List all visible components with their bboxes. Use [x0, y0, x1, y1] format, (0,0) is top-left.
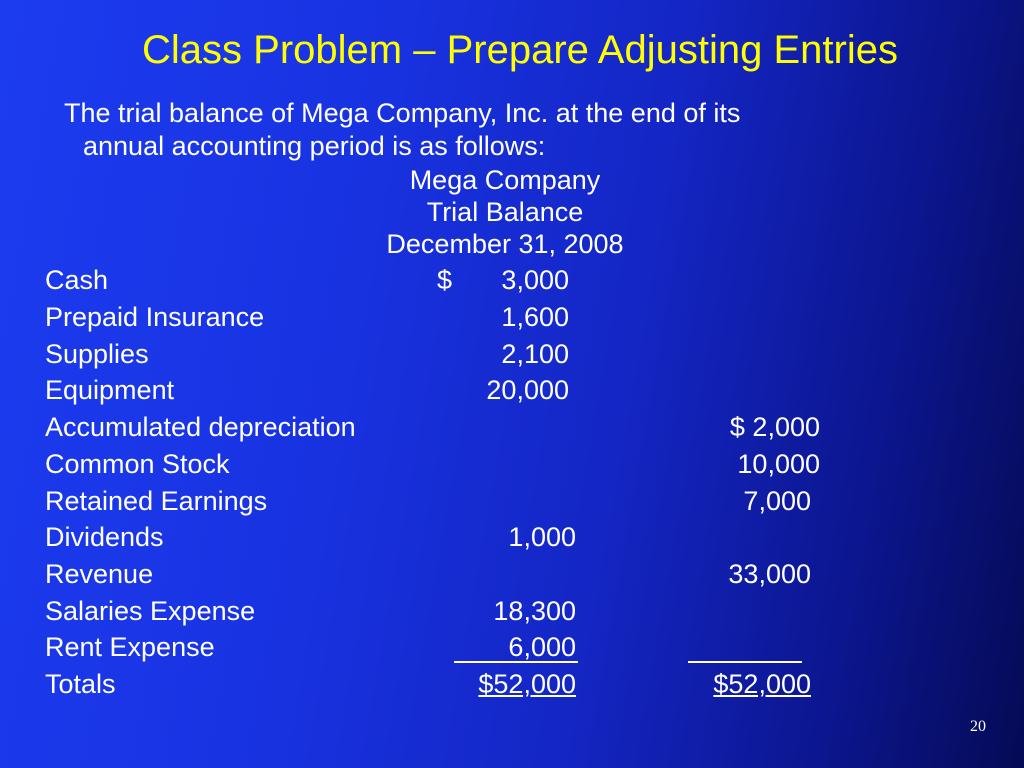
statement-date: December 31, 2008 — [386, 229, 624, 259]
table-row-equipment — [0, 377, 1024, 411]
credit-amount: 33,000 — [728, 559, 811, 589]
table-row-prepaid-insurance — [0, 304, 1024, 338]
account-name: Retained Earnings — [45, 486, 268, 516]
account-name: Supplies — [45, 339, 149, 369]
debit-amount: 18,300 — [493, 596, 576, 626]
debit-amount: 6,000 — [508, 632, 576, 662]
account-name: Common Stock — [45, 449, 230, 479]
table-row-totals — [0, 671, 1024, 705]
total-debit: $52,000 — [478, 669, 576, 699]
table-row-dividends — [0, 524, 1024, 558]
slide-title: Class Problem – Prepare Adjusting Entries — [142, 28, 898, 72]
intro-line-1: The trial balance of Mega Company, Inc. at the end of its — [64, 98, 741, 128]
totals-label: Totals — [45, 669, 116, 699]
credit-amount: 7,000 — [743, 486, 811, 516]
table-row-retained-earnings — [0, 488, 1024, 522]
credit-blank-line — [688, 634, 802, 663]
table-row-common-stock — [0, 451, 1024, 485]
table-row-rent-expense — [0, 634, 1024, 668]
total-credit: $52,000 — [713, 669, 811, 699]
debit-dollar-sign: $ — [437, 265, 453, 295]
account-name: Cash — [45, 265, 109, 295]
account-name: Revenue — [45, 559, 154, 589]
account-name: Dividends — [45, 522, 164, 552]
debit-amount: 20,000 — [486, 375, 569, 405]
account-name: Accumulated depreciation — [45, 412, 356, 442]
account-name: Rent Expense — [45, 632, 215, 662]
debit-amount: 2,100 — [501, 339, 569, 369]
intro-line-2: annual accounting period is as follows: — [83, 131, 546, 161]
debit-amount: 1,600 — [501, 302, 569, 332]
page-number: 20 — [970, 718, 986, 735]
table-row-salaries-expense — [0, 598, 1024, 632]
company-name: Mega Company — [409, 165, 601, 195]
table-row-accumulated-depreciation — [0, 414, 1024, 448]
credit-amount: $ 2,000 — [729, 412, 820, 442]
account-name: Equipment — [45, 375, 175, 405]
table-row-revenue — [0, 561, 1024, 595]
debit-amount: 1,000 — [508, 522, 576, 552]
table-row-supplies — [0, 341, 1024, 375]
debit-amount: 3,000 — [501, 265, 569, 295]
account-name: Salaries Expense — [45, 596, 256, 626]
statement-name: Trial Balance — [426, 197, 584, 227]
account-name: Prepaid Insurance — [45, 302, 265, 332]
intro-text — [64, 97, 740, 163]
table-row-cash — [0, 267, 1024, 301]
credit-amount: 10,000 — [737, 449, 820, 479]
